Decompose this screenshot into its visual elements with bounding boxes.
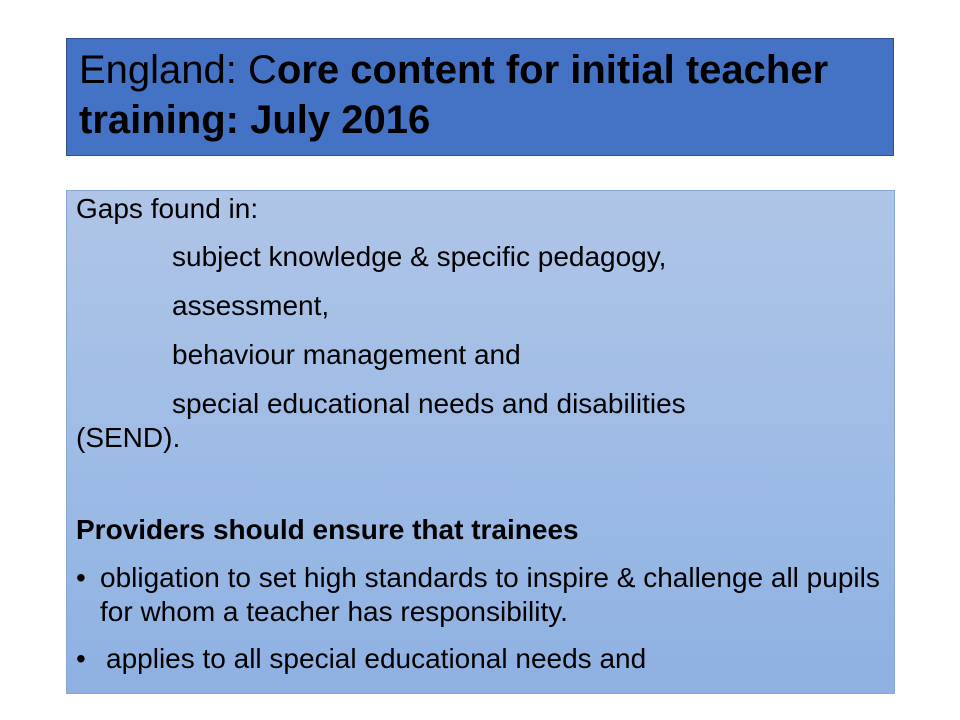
bullet-text: obligation to set high standards to inspire & challenge all pupils for whom a teacher has responsibility.: [100, 562, 880, 627]
gap-item-send: special educational needs and disabilities: [172, 388, 686, 419]
slide-title-bold: ore content for initial teacher training: July 2016: [79, 48, 829, 142]
providers-heading: Providers should ensure that trainees: [76, 514, 579, 545]
gap-item-subject-knowledge: subject knowledge & specific pedagogy,: [172, 241, 667, 272]
bullet-item-applies: [76, 642, 888, 676]
gap-item-send-continuation: (SEND).: [76, 422, 181, 453]
slide-title-prefix: England: C: [79, 48, 277, 92]
bullet-marker: •: [76, 562, 86, 593]
gap-item-assessment: assessment,: [172, 290, 330, 321]
gap-item-behaviour: behaviour management and: [172, 339, 521, 370]
bullet-marker: •: [76, 643, 86, 674]
gaps-heading: Gaps found in:: [76, 193, 259, 224]
content-text: [76, 192, 888, 676]
bullet-item-obligation: [76, 561, 888, 629]
slide-title-box: [66, 38, 894, 156]
bullet-text: applies to all special educational needs and: [106, 643, 647, 674]
